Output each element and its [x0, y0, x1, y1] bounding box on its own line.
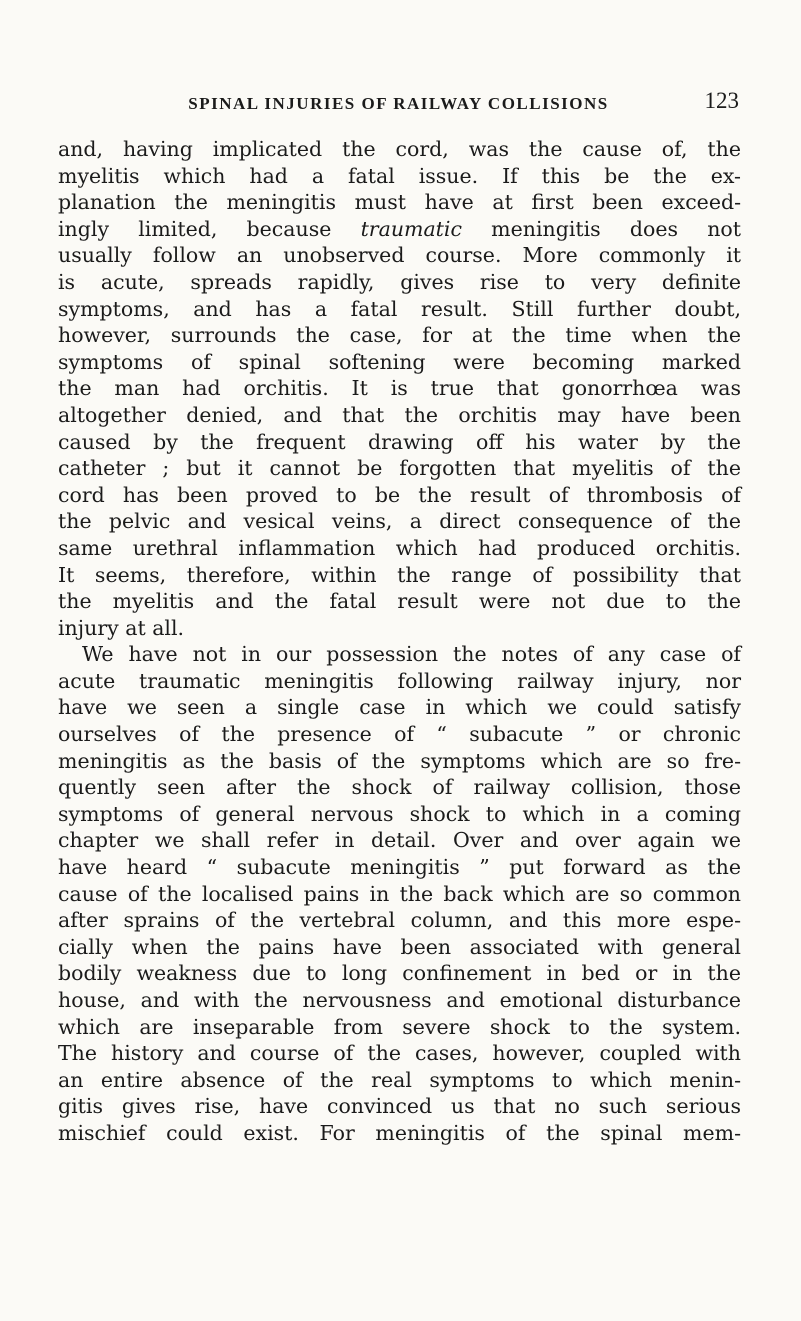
- text-line: the pelvic and vesical veins, a direct consequence of the: [58, 509, 741, 534]
- text-line: meningitis as the basis of the symptoms which are so fre-: [58, 748, 741, 773]
- text-line: usually follow an unobserved course. More commonly it: [58, 243, 741, 268]
- text-line: symptoms of general nervous shock to which in a coming: [58, 801, 741, 826]
- text-line: caused by the frequent drawing off his water by the: [58, 429, 741, 454]
- italic-term: traumatic: [360, 216, 462, 241]
- paragraph: [58, 641, 741, 1146]
- text-line: which are inseparable from severe shock to the system.: [58, 1014, 741, 1039]
- text-line: bodily weakness due to long confinement in bed or in the: [58, 961, 741, 986]
- text-run: ingly limited, because: [58, 216, 361, 241]
- text-line: [58, 216, 741, 243]
- text-line: acute traumatic meningitis following railway injury, nor: [58, 668, 741, 693]
- text-line: have we seen a single case in which we could satisfy: [58, 695, 741, 720]
- text-line: is acute, spreads rapidly, gives rise to very definite: [58, 269, 741, 294]
- text-line: myelitis which had a fatal issue. If this be the ex-: [58, 163, 741, 188]
- text-line: quently seen after the shock of railway collision, those: [58, 775, 741, 800]
- text-line: same urethral inflammation which had produced orchitis.: [58, 535, 741, 560]
- text-line: cause of the localised pains in the back which are so common: [58, 881, 741, 906]
- running-head: [58, 88, 739, 118]
- text-line: an entire absence of the real symptoms to which menin-: [58, 1067, 741, 1092]
- text-line: It seems, therefore, within the range of possibility that: [58, 562, 741, 587]
- text-line: gitis gives rise, have convinced us that no such serious: [58, 1094, 741, 1119]
- text-line: mischief could exist. For meningitis of the spinal mem-: [58, 1120, 741, 1145]
- text-line: altogether denied, and that the orchitis may have been: [58, 402, 741, 427]
- text-line: have heard “ subacute meningitis ” put forward as the: [58, 855, 741, 880]
- text-line: cord has been proved to be the result of thrombosis of: [58, 482, 741, 507]
- text-line: symptoms, and has a fatal result. Still further doubt,: [58, 296, 741, 321]
- text-line: the myelitis and the fatal result were not due to the: [58, 589, 741, 614]
- body-text: [58, 136, 741, 1147]
- text-line: and, having implicated the cord, was the cause of, the: [58, 137, 741, 161]
- running-title: SPINAL INJURIES OF RAILWAY COLLISIONS: [188, 94, 609, 113]
- text-line: planation the meningitis must have at first been exceed-: [58, 190, 741, 215]
- text-run: meningitis does not: [461, 216, 741, 241]
- text-line: cially when the pains have been associated with general: [58, 934, 741, 959]
- text-line: We have not in our possession the notes of any case of: [82, 642, 741, 667]
- text-line: however, surrounds the case, for at the time when the: [58, 323, 741, 348]
- text-line: catheter ; but it cannot be forgotten that myelitis of the: [58, 456, 741, 481]
- text-line: after sprains of the vertebral column, and this more espe-: [58, 908, 741, 933]
- text-line: chapter we shall refer in detail. Over and over again we: [58, 828, 741, 853]
- text-line: injury at all.: [58, 615, 185, 640]
- paragraph: [58, 136, 741, 641]
- text-line: house, and with the nervousness and emotional disturbance: [58, 988, 741, 1012]
- text-line: The history and course of the cases, however, coupled with: [58, 1041, 741, 1066]
- page-number: 123: [704, 88, 739, 113]
- text-line: ourselves of the presence of “ subacute ” or chronic: [58, 722, 741, 747]
- text-line: symptoms of spinal softening were becoming marked: [58, 349, 741, 374]
- text-line: the man had orchitis. It is true that gonorrhœa was: [58, 376, 741, 401]
